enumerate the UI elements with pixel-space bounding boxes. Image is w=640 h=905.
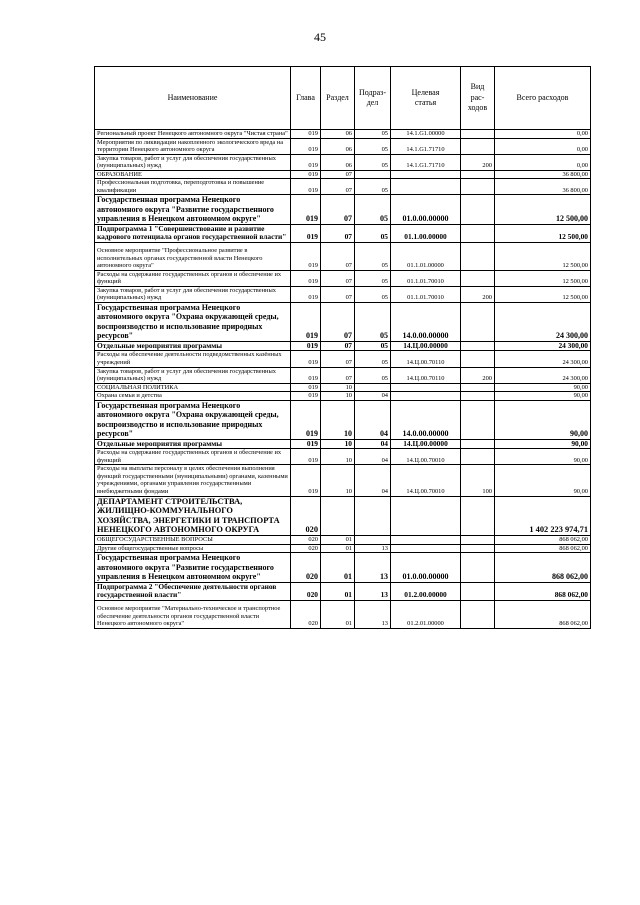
cell-vid bbox=[461, 224, 495, 242]
cell-vid bbox=[461, 270, 495, 286]
table-row bbox=[95, 449, 591, 465]
cell-razdel: 01 bbox=[321, 553, 355, 582]
cell-razdel: 07 bbox=[321, 195, 355, 224]
cell-podrazdel: 05 bbox=[355, 286, 391, 302]
table-row bbox=[95, 351, 591, 367]
cell-vid bbox=[461, 383, 495, 392]
cell-podrazdel: 05 bbox=[355, 302, 391, 341]
cell-name: Закупка товаров, работ и услуг для обеспечения государственных (муниципальных) нужд bbox=[95, 286, 291, 302]
cell-statya bbox=[391, 496, 461, 536]
table-row bbox=[95, 496, 591, 536]
cell-name: Расходы на содержание государственных органов и обеспечение их функций bbox=[95, 270, 291, 286]
cell-razdel: 06 bbox=[321, 130, 355, 139]
cell-razdel: 07 bbox=[321, 341, 355, 351]
cell-podrazdel: 04 bbox=[355, 465, 391, 496]
cell-glava: 019 bbox=[291, 392, 321, 401]
cell-razdel: 10 bbox=[321, 439, 355, 449]
cell-podrazdel: 05 bbox=[355, 138, 391, 154]
cell-total: 868 062,00 bbox=[495, 536, 591, 545]
cell-statya: 14.Ц.00.70110 bbox=[391, 367, 461, 383]
cell-name: Расходы на обеспечение деятельности подведомственных казённых учреждений bbox=[95, 351, 291, 367]
cell-name: Региональный проект Ненецкого автономного округа "Чистая страна" bbox=[95, 130, 291, 139]
cell-razdel: 10 bbox=[321, 400, 355, 439]
cell-statya: 14.Ц.00.70110 bbox=[391, 351, 461, 367]
col-header-name: Наименование bbox=[95, 67, 291, 130]
cell-vid: 100 bbox=[461, 465, 495, 496]
cell-statya: 01.0.00.00000 bbox=[391, 553, 461, 582]
table-row bbox=[95, 130, 591, 139]
cell-total: 12 500,00 bbox=[495, 270, 591, 286]
cell-podrazdel: 04 bbox=[355, 449, 391, 465]
cell-razdel: 10 bbox=[321, 383, 355, 392]
table-row bbox=[95, 154, 591, 170]
cell-podrazdel: 05 bbox=[355, 270, 391, 286]
cell-razdel: 10 bbox=[321, 392, 355, 401]
col-header-total: Всего расходов bbox=[495, 67, 591, 130]
table-row bbox=[95, 224, 591, 242]
cell-glava: 020 bbox=[291, 544, 321, 553]
cell-razdel: 01 bbox=[321, 536, 355, 545]
cell-razdel: 07 bbox=[321, 243, 355, 271]
cell-vid bbox=[461, 341, 495, 351]
cell-glava: 019 bbox=[291, 195, 321, 224]
cell-name: Другие общегосударственные вопросы bbox=[95, 544, 291, 553]
cell-razdel bbox=[321, 496, 355, 536]
cell-statya bbox=[391, 544, 461, 553]
cell-razdel: 01 bbox=[321, 582, 355, 600]
cell-name: Основное мероприятие "Материально-техническое и транспортное обеспечение деятельности органов государственной власти Ненецкого автономного округа" bbox=[95, 601, 291, 629]
cell-vid bbox=[461, 496, 495, 536]
cell-podrazdel: 13 bbox=[355, 553, 391, 582]
cell-glava: 019 bbox=[291, 465, 321, 496]
cell-statya: 01.1.01.00000 bbox=[391, 243, 461, 271]
cell-glava: 020 bbox=[291, 553, 321, 582]
cell-total: 0,00 bbox=[495, 138, 591, 154]
cell-glava: 019 bbox=[291, 179, 321, 195]
cell-statya: 01.1.00.00000 bbox=[391, 224, 461, 242]
cell-statya: 14.1.G1.71710 bbox=[391, 138, 461, 154]
table-body bbox=[95, 130, 591, 629]
cell-statya: 14.1.G1.00000 bbox=[391, 130, 461, 139]
cell-razdel: 07 bbox=[321, 270, 355, 286]
cell-name: Государственная программа Ненецкого автономного округа "Охрана окружающей среды, воспроизводство и использование природных ресурсов" bbox=[95, 400, 291, 439]
cell-razdel: 10 bbox=[321, 465, 355, 496]
cell-name: ДЕПАРТАМЕНТ СТРОИТЕЛЬСТВА, ЖИЛИЩНО-КОММУНАЛЬНОГО ХОЗЯЙСТВА, ЭНЕРГЕТИКИ И ТРАНСПОРТА НЕНЕЦКОГО АВТОНОМНОГО ОКРУГА bbox=[95, 496, 291, 536]
cell-podrazdel: 05 bbox=[355, 243, 391, 271]
cell-name: СОЦИАЛЬНАЯ ПОЛИТИКА bbox=[95, 383, 291, 392]
cell-name: Расходы на выплаты персоналу в целях обеспечения выполнения функций государственными (муниципальными) органами, казенными учреждениями, органами управления государственными внебюджетными фондами bbox=[95, 465, 291, 496]
cell-statya: 14.Ц.00.70010 bbox=[391, 449, 461, 465]
cell-podrazdel bbox=[355, 383, 391, 392]
cell-glava: 019 bbox=[291, 383, 321, 392]
cell-vid: 200 bbox=[461, 154, 495, 170]
cell-podrazdel: 04 bbox=[355, 392, 391, 401]
table-row bbox=[95, 367, 591, 383]
cell-podrazdel: 05 bbox=[355, 195, 391, 224]
cell-vid bbox=[461, 170, 495, 179]
table-row bbox=[95, 465, 591, 496]
cell-name: Подпрограмма 2 "Обеспечение деятельности органов государственной власти" bbox=[95, 582, 291, 600]
cell-glava: 020 bbox=[291, 582, 321, 600]
cell-total: 24 300,00 bbox=[495, 341, 591, 351]
cell-statya: 14.Ц.00.00000 bbox=[391, 439, 461, 449]
cell-podrazdel: 05 bbox=[355, 341, 391, 351]
col-header-razdel: Раздел bbox=[321, 67, 355, 130]
cell-total: 0,00 bbox=[495, 130, 591, 139]
cell-glava: 019 bbox=[291, 439, 321, 449]
cell-statya bbox=[391, 383, 461, 392]
cell-total: 868 062,00 bbox=[495, 553, 591, 582]
cell-statya: 14.1.G1.71710 bbox=[391, 154, 461, 170]
cell-razdel: 07 bbox=[321, 286, 355, 302]
cell-podrazdel: 05 bbox=[355, 154, 391, 170]
cell-glava: 020 bbox=[291, 601, 321, 629]
cell-total: 12 500,00 bbox=[495, 286, 591, 302]
cell-glava: 019 bbox=[291, 302, 321, 341]
col-header-statya: Целевая статья bbox=[391, 67, 461, 130]
cell-podrazdel: 13 bbox=[355, 582, 391, 600]
cell-statya: 14.Ц.00.00000 bbox=[391, 341, 461, 351]
cell-glava: 019 bbox=[291, 138, 321, 154]
cell-razdel: 07 bbox=[321, 302, 355, 341]
cell-name: Охрана семьи и детства bbox=[95, 392, 291, 401]
cell-total: 24 300,00 bbox=[495, 351, 591, 367]
cell-statya: 01.0.00.00000 bbox=[391, 195, 461, 224]
cell-statya: 14.0.00.00000 bbox=[391, 400, 461, 439]
cell-glava: 020 bbox=[291, 536, 321, 545]
cell-total: 12 500,00 bbox=[495, 195, 591, 224]
cell-total: 1 402 223 974,71 bbox=[495, 496, 591, 536]
cell-podrazdel: 05 bbox=[355, 130, 391, 139]
cell-name: Профессиональная подготовка, переподготовка и повышение квалификации bbox=[95, 179, 291, 195]
cell-vid bbox=[461, 179, 495, 195]
table-row bbox=[95, 179, 591, 195]
cell-total: 0,00 bbox=[495, 154, 591, 170]
cell-razdel: 07 bbox=[321, 351, 355, 367]
table-row bbox=[95, 170, 591, 179]
cell-razdel: 01 bbox=[321, 544, 355, 553]
cell-vid: 200 bbox=[461, 367, 495, 383]
cell-vid bbox=[461, 138, 495, 154]
cell-name: ОБРАЗОВАНИЕ bbox=[95, 170, 291, 179]
cell-total: 24 300,00 bbox=[495, 367, 591, 383]
cell-vid bbox=[461, 392, 495, 401]
cell-name: ОБЩЕГОСУДАРСТВЕННЫЕ ВОПРОСЫ bbox=[95, 536, 291, 545]
cell-statya: 01.2.00.00000 bbox=[391, 582, 461, 600]
cell-vid bbox=[461, 536, 495, 545]
cell-total: 12 500,00 bbox=[495, 243, 591, 271]
col-header-vid: Вид рас- ходов bbox=[461, 67, 495, 130]
page-number: 45 bbox=[314, 30, 326, 44]
cell-glava: 019 bbox=[291, 341, 321, 351]
cell-podrazdel: 13 bbox=[355, 544, 391, 553]
cell-name: Государственная программа Ненецкого автономного округа "Развитие государственного управления в Ненецком автономном округе" bbox=[95, 195, 291, 224]
table-row bbox=[95, 582, 591, 600]
cell-statya: 14.Ц.00.70010 bbox=[391, 465, 461, 496]
cell-podrazdel bbox=[355, 496, 391, 536]
cell-total: 90,00 bbox=[495, 383, 591, 392]
cell-statya bbox=[391, 179, 461, 195]
cell-glava: 019 bbox=[291, 224, 321, 242]
cell-name: Отдельные мероприятия программы bbox=[95, 341, 291, 351]
cell-vid bbox=[461, 601, 495, 629]
cell-podrazdel: 05 bbox=[355, 224, 391, 242]
cell-podrazdel: 05 bbox=[355, 351, 391, 367]
cell-razdel: 06 bbox=[321, 154, 355, 170]
cell-vid bbox=[461, 302, 495, 341]
cell-total: 868 062,00 bbox=[495, 582, 591, 600]
cell-vid bbox=[461, 243, 495, 271]
cell-podrazdel: 05 bbox=[355, 179, 391, 195]
cell-vid bbox=[461, 544, 495, 553]
col-header-podrazdel: Подраз- дел bbox=[355, 67, 391, 130]
cell-total: 36 800,00 bbox=[495, 170, 591, 179]
table-row bbox=[95, 400, 591, 439]
cell-name: Основное мероприятие "Профессиональное развитие в исполнительных органах государственной власти Ненецкого автономного округа" bbox=[95, 243, 291, 271]
table-row bbox=[95, 383, 591, 392]
cell-vid bbox=[461, 439, 495, 449]
table-row bbox=[95, 138, 591, 154]
cell-podrazdel: 05 bbox=[355, 367, 391, 383]
table-row bbox=[95, 302, 591, 341]
cell-name: Государственная программа Ненецкого автономного округа "Охрана окружающей среды, воспроизводство и использование природных ресурсов" bbox=[95, 302, 291, 341]
table-row bbox=[95, 544, 591, 553]
table-row bbox=[95, 286, 591, 302]
table-row bbox=[95, 195, 591, 224]
cell-total: 90,00 bbox=[495, 400, 591, 439]
cell-glava: 019 bbox=[291, 351, 321, 367]
cell-statya: 01.1.01.70010 bbox=[391, 270, 461, 286]
cell-total: 36 800,00 bbox=[495, 179, 591, 195]
cell-vid bbox=[461, 582, 495, 600]
cell-statya bbox=[391, 536, 461, 545]
table-row bbox=[95, 243, 591, 271]
cell-statya bbox=[391, 170, 461, 179]
cell-total: 24 300,00 bbox=[495, 302, 591, 341]
cell-total: 868 062,00 bbox=[495, 601, 591, 629]
cell-razdel: 07 bbox=[321, 170, 355, 179]
cell-vid bbox=[461, 400, 495, 439]
cell-vid: 200 bbox=[461, 286, 495, 302]
cell-vid bbox=[461, 449, 495, 465]
cell-glava: 019 bbox=[291, 170, 321, 179]
cell-statya: 14.0.00.00000 bbox=[391, 302, 461, 341]
cell-name: Расходы на содержание государственных органов и обеспечение их функций bbox=[95, 449, 291, 465]
cell-razdel: 10 bbox=[321, 449, 355, 465]
table-row bbox=[95, 601, 591, 629]
cell-podrazdel: 13 bbox=[355, 601, 391, 629]
table-header-row bbox=[95, 67, 591, 130]
cell-razdel: 07 bbox=[321, 224, 355, 242]
cell-name: Закупка товаров, работ и услуг для обеспечения государственных (муниципальных) нужд bbox=[95, 154, 291, 170]
cell-razdel: 01 bbox=[321, 601, 355, 629]
cell-statya: 01.1.01.70010 bbox=[391, 286, 461, 302]
cell-vid bbox=[461, 553, 495, 582]
cell-glava: 019 bbox=[291, 243, 321, 271]
cell-razdel: 07 bbox=[321, 179, 355, 195]
table-row bbox=[95, 553, 591, 582]
cell-glava: 019 bbox=[291, 270, 321, 286]
table-row bbox=[95, 341, 591, 351]
cell-razdel: 06 bbox=[321, 138, 355, 154]
cell-name: Закупка товаров, работ и услуг для обеспечения государственных (муниципальных) нужд bbox=[95, 367, 291, 383]
cell-total: 868 062,00 bbox=[495, 544, 591, 553]
cell-total: 12 500,00 bbox=[495, 224, 591, 242]
cell-glava: 020 bbox=[291, 496, 321, 536]
cell-glava: 019 bbox=[291, 400, 321, 439]
cell-podrazdel bbox=[355, 170, 391, 179]
table-row bbox=[95, 270, 591, 286]
cell-razdel: 07 bbox=[321, 367, 355, 383]
cell-total: 90,00 bbox=[495, 439, 591, 449]
col-header-glava: Глава bbox=[291, 67, 321, 130]
table-row bbox=[95, 536, 591, 545]
cell-glava: 019 bbox=[291, 286, 321, 302]
budget-table bbox=[94, 66, 591, 629]
cell-statya: 01.2.01.00000 bbox=[391, 601, 461, 629]
cell-glava: 019 bbox=[291, 367, 321, 383]
cell-statya bbox=[391, 392, 461, 401]
cell-podrazdel bbox=[355, 536, 391, 545]
table-row bbox=[95, 392, 591, 401]
cell-name: Подпрограмма 1 "Совершенствование и развитие кадрового потенциала органов государственной власти" bbox=[95, 224, 291, 242]
cell-total: 90,00 bbox=[495, 392, 591, 401]
cell-glava: 019 bbox=[291, 154, 321, 170]
cell-glava: 019 bbox=[291, 130, 321, 139]
cell-name: Отдельные мероприятия программы bbox=[95, 439, 291, 449]
cell-glava: 019 bbox=[291, 449, 321, 465]
cell-podrazdel: 04 bbox=[355, 439, 391, 449]
cell-vid bbox=[461, 130, 495, 139]
cell-vid bbox=[461, 195, 495, 224]
cell-name: Государственная программа Ненецкого автономного округа "Развитие государственного управления в Ненецком автономном округе" bbox=[95, 553, 291, 582]
cell-name: Мероприятия по ликвидации накопленного экологического вреда на территории Ненецкого автономного округа bbox=[95, 138, 291, 154]
table-row bbox=[95, 439, 591, 449]
cell-total: 90,00 bbox=[495, 449, 591, 465]
cell-podrazdel: 04 bbox=[355, 400, 391, 439]
cell-total: 90,00 bbox=[495, 465, 591, 496]
cell-vid bbox=[461, 351, 495, 367]
